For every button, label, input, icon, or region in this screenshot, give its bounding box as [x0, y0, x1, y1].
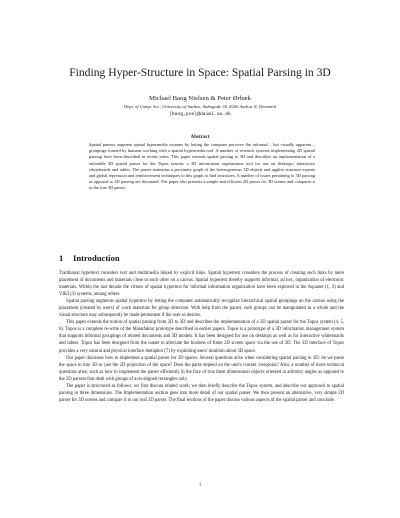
body-paragraph: The paper is structured as follows: we first discuss related work; we then briefly describe the Topos system, and describe our approach to spatial parsing in three dimensions. The Implementation section goes into more detail of our spatial parser. We then present an alternative, very simple 2D parser for 3D scenes and compare it to our real 3D parser. The final sections of the paper discuss various aspects of the spatial parser and conclude.	[59, 383, 344, 403]
paper-title: Finding Hyper-Structure in Space: Spatial Parsing in 3D	[69, 66, 331, 79]
section-heading	[59, 253, 120, 263]
page-number: 1	[198, 483, 202, 488]
section-title: Introduction	[73, 253, 120, 263]
section-number: 1	[59, 253, 64, 263]
body-paragraph: This paper extends the notion of spatial parsing from 2D to 3D and describes the implementation of a 3D spatial parser for the Topos system (4, 5, 6). Topos is a complete re-write of the Manufaktur prototype described in earlier papers. Topos is a prototype of a 3D information management system that supports informal groupings of related documents and 3D models. It has been designed for use on desktops as well as for interactive whiteboards and tables. Topos has been designed from the outset to alleviate the burdens of finite 2D screen space via the use of 3D. The 3D interface of Topos provides a very natural and physical interface metaphor (7) by exploiting users' intuition about 3D space.	[59, 320, 344, 354]
author-affiliation: Dept. of Comp. Sci., University of Aarhus, Aabogade 34, 8200 Aarhus N, Denmark	[123, 104, 277, 109]
section-body	[59, 270, 344, 404]
author-names: Michael Bang Nielsen & Peter Ørbæk	[149, 95, 251, 102]
abstract-text: Spatial parsers augment spatial hypermedia systems by letting the computer perceive the informal – but visually apparent – groupings formed by humans working with a spatial hypermedia tool. A number of research systems implementing 2D spatial parsing have been described in recent years. This paper extends spatial parsing to 3D and describes an implementation of a tailorable 3D spatial parser for the Topos system: a 3D information organization tool for use on desktops, interactive whiteboards and tables. The parser maintains a proximity graph of the heterogeneous 3D objects and applies structure experts and global repression and reinforcement techniques to this graph to find structures. A number of issues pertaining to 3D parsing as opposed to 2D parsing are discussed. The paper also presents a simple and efficient 2D parser for 3D scenes and compares it to the true 3D parser.	[89, 142, 315, 191]
body-paragraph: Our paper discusses how to implement a spatial parser for 3D spaces. Several questions arise when considering spatial parsing in 3D: do we parse the space in true 3D or just the 2D projection of the space? Does the parse depend on the user's current viewpoint? Also, a number of more technical questions arise, such as how to implement the parser efficiently in the face of true three dimensional objects oriented at arbitrary angles as opposed to the 2D parsers that dealt with groups of axis-aligned rectangles only.	[59, 355, 344, 382]
body-paragraph: Traditional hypertext considers text and multimedia linked by explicit links. Spatial hypertext considers the process of creating such links by mere placement of documents and materials close to each other on a canvas. Spatial hypertext thereby supports informal, ad hoc, organization of electronic materials. Within the last decade the virtues of spatial hypertext for informal information organization have been explored in the Aquanet (1, 2) and VIKI (3) systems, among others.	[59, 271, 344, 298]
author-email: {bang,poe}@daimi.au.dk	[169, 112, 231, 117]
abstract-heading: Abstract	[190, 134, 210, 140]
body-paragraph: Spatial parsing augments spatial hypertext by letting the computer automatically recognize hierarchical spatial groupings on the canvas using the placement (created by users) of work materials for group detection. With help from the parser, such groups can be manipulated as a whole and the visual structure may subsequently be made permanent if the user so desires.	[59, 299, 344, 319]
